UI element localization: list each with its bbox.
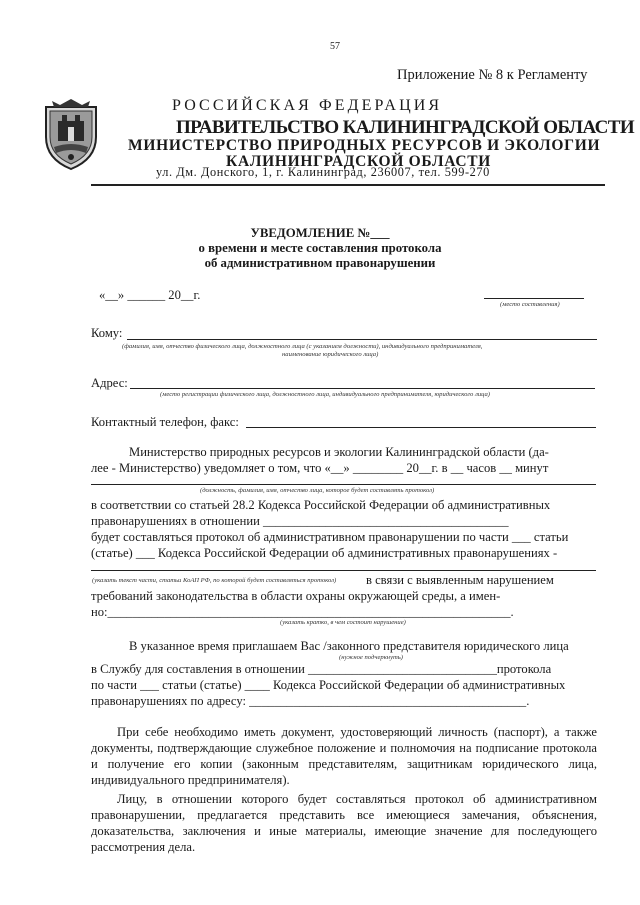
- notification-subtitle-2: об административном правонарушении: [204, 256, 436, 270]
- body-p3-line3: по части ___ статьи (статье) ____ Кодекса Российской Федерации об административных: [91, 678, 566, 692]
- official-caption: (должность, фамилия, имя, отчество лица, которое будет составлять протокол): [200, 487, 435, 494]
- body-p3-line2: в Службу для составления в отношении ______________________________протокола: [91, 662, 552, 676]
- place-caption: (место составления): [500, 301, 560, 308]
- body-p2-line4: (статье) ___ Кодекса Российской Федерации об административных правонарушениях -: [91, 546, 558, 560]
- country-title: РОССИЙСКАЯ ФЕДЕРАЦИЯ: [172, 97, 443, 114]
- body-p2-line5: в связи с выявленным нарушением: [366, 573, 554, 587]
- body-p2-line7: но:________________________________________________________________.: [91, 605, 514, 619]
- place-underline: [484, 298, 584, 299]
- body-p2-line1: в соответствии со статьей 28.2 Кодекса Российской Федерации об административных: [91, 498, 551, 512]
- body-p2-line2: правонарушениях в отношении _______________________________________: [91, 514, 509, 528]
- ministry-title-line2: КАЛИНИНГРАДСКОЙ ОБЛАСТИ: [226, 153, 492, 170]
- to-label: Кому:: [91, 326, 123, 340]
- body-p1-line1: Министерство природных ресурсов и экологии Калининградской области (да-: [129, 445, 549, 459]
- needed-caption: (нужное подчеркнуть): [339, 654, 403, 661]
- official-underline: [91, 484, 596, 485]
- page-number: 57: [330, 41, 340, 52]
- body-p3-line4: правонарушениях по адресу: ____________________________________________.: [91, 694, 530, 708]
- koap-caption: (указать текст части, статьи КоАП РФ, по которой будет составляться протокол): [92, 577, 337, 584]
- body-p4: При себе необходимо иметь документ, удостоверяющий личность (паспорт), а также документы, подтверждающие служебное положение и полномочия на подписание протокола и получение его копии (законным представителям, защитникам юридического лица, индивидуального предпринимателя).: [91, 725, 597, 787]
- violation-caption: (указать кратко, в чем состоит нарушение): [280, 619, 406, 626]
- to-underline: [127, 339, 597, 340]
- government-title: ПРАВИТЕЛЬСТВО КАЛИНИНГРАДСКОЙ ОБЛАСТИ: [176, 117, 634, 138]
- phone-underline: [246, 427, 596, 428]
- address-underline: [130, 388, 595, 389]
- body-p5: Лицу, в отношении которого будет составляться протокол об административном правонарушении, предлагается представить все имеющиеся замечания, объяснения, доказательства, заключения и иные материалы, имеющие значение для последующего рассмотрения дела.: [91, 792, 597, 854]
- date-line: «__» ______ 20__г.: [99, 288, 201, 302]
- to-caption-2: наименование юридического лица): [282, 351, 379, 358]
- to-caption-1: (фамилия, имя, отчество физического лица, должностного лица (с указанием должности), индивидуального предпринимателя,: [122, 343, 483, 350]
- phone-label: Контактный телефон, факс:: [91, 415, 239, 429]
- body-p2-line6: требований законодательства в области охраны окружающей среды, а имен-: [91, 589, 501, 603]
- koap-underline: [91, 570, 596, 571]
- notification-title: УВЕДОМЛЕНИЕ №___: [250, 226, 390, 240]
- ministry-address: ул. Дм. Донского, 1, г. Калининград, 236007, тел. 599-270: [156, 165, 490, 179]
- notification-subtitle-1: о времени и месте составления протокола: [198, 241, 442, 255]
- address-label: Адрес:: [91, 376, 128, 390]
- body-p1-line2: лее - Министерство) уведомляет о том, что «__» ________ 20__г. в __ часов __ минут: [91, 461, 549, 475]
- body-p3-line1: В указанное время приглашаем Вас /законного представителя юридического лица: [129, 639, 569, 653]
- header-divider: [91, 184, 605, 186]
- coat-of-arms-icon: [40, 97, 102, 171]
- body-p2-line3: будет составляться протокол об административном правонарушении по части ___ статьи: [91, 530, 569, 544]
- ministry-title-line1: МИНИСТЕРСТВО ПРИРОДНЫХ РЕСУРСОВ И ЭКОЛОГИИ: [128, 137, 601, 154]
- appendix-label: Приложение № 8 к Регламенту: [397, 67, 588, 83]
- address-caption: (место регистрации физического лица, должностного лица, индивидуального предпринимателя, юридического лица): [160, 391, 490, 398]
